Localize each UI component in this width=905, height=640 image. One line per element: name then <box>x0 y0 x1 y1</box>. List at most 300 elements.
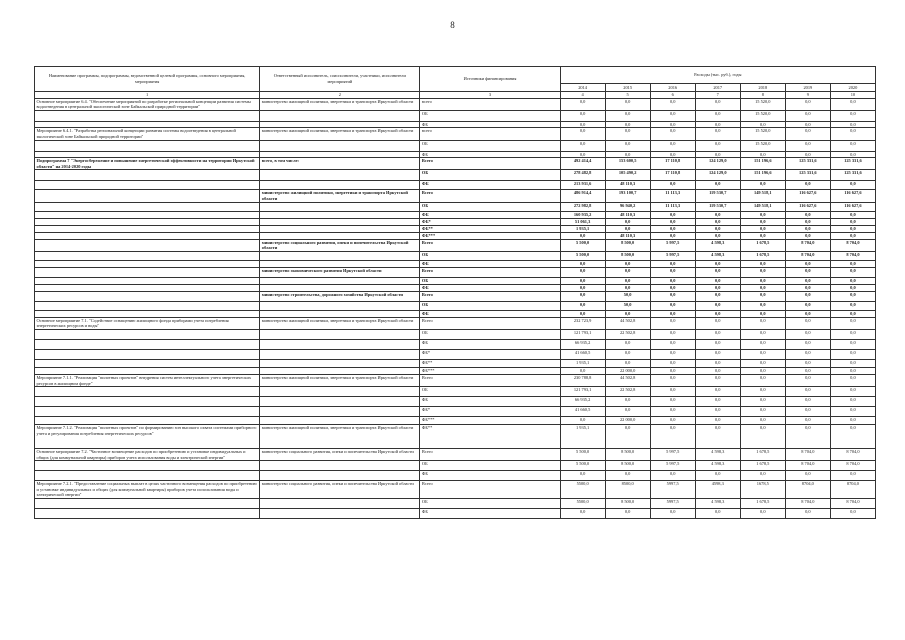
responsible-cell: министерство социального развития, опеки и попечительства Иркутской области <box>260 239 420 251</box>
expense-value-cell: 0,0 <box>740 310 785 317</box>
expense-value-cell: 0,0 <box>605 110 650 121</box>
expense-value-cell: 5 997,5 <box>650 239 695 251</box>
expense-value-cell: 8 500,0 <box>605 461 650 471</box>
expense-value-cell: 44 502,8 <box>605 374 650 386</box>
expense-value-cell: 8 704,0 <box>785 461 830 471</box>
expense-value-cell: 0,0 <box>785 417 830 425</box>
program-name-cell <box>35 218 260 225</box>
expense-value-cell: 230 788,8 <box>560 374 605 386</box>
expense-value-cell: 0,0 <box>560 277 605 284</box>
expense-value-cell: 5 500,0 <box>560 449 605 461</box>
responsible-cell <box>260 499 420 509</box>
expense-value-cell: 0,0 <box>740 267 785 277</box>
table-row <box>35 284 876 291</box>
program-name-cell <box>35 509 260 519</box>
funding-source-cell: ФБ*** <box>420 232 560 239</box>
table-row <box>35 317 876 329</box>
table-row <box>35 397 876 407</box>
expense-value-cell: 0,0 <box>605 471 650 481</box>
program-name-cell: Основное мероприятие 7.1. "Содействие оснащению жилищного фонда приборами учета потребления энергетических ресурсов и воды" <box>35 317 260 329</box>
expense-value-cell: 0,0 <box>650 218 695 225</box>
responsible-cell <box>260 260 420 267</box>
expense-value-cell: 0,0 <box>605 140 650 151</box>
expense-value-cell: 48 110,3 <box>605 181 650 190</box>
table-row <box>35 359 876 367</box>
expense-value-cell: 0,0 <box>830 211 875 218</box>
table-row <box>35 417 876 425</box>
expense-value-cell: 41 660,5 <box>560 407 605 417</box>
expense-value-cell: 125 331,6 <box>830 158 875 170</box>
funding-source-cell: ФБ <box>420 151 560 158</box>
expense-value-cell: 0,0 <box>830 471 875 481</box>
responsible-cell: министерство строительства, дорожного хозяйства Иркутской области <box>260 291 420 301</box>
expense-value-cell: 8 704,0 <box>830 251 875 260</box>
expense-value-cell: 0,0 <box>650 140 695 151</box>
funding-source-cell: ФБ <box>420 397 560 407</box>
responsible-cell <box>260 301 420 310</box>
expense-value-cell: 0,0 <box>785 349 830 359</box>
expense-value-cell: 121 793,1 <box>560 387 605 397</box>
table-row <box>35 140 876 151</box>
table-row <box>35 277 876 284</box>
expense-value-cell: 116 627,6 <box>785 190 830 202</box>
expense-value-cell: 5 997,5 <box>650 251 695 260</box>
expense-value-cell: 0,0 <box>650 329 695 339</box>
expense-value-cell: 8 500,0 <box>605 449 650 461</box>
expense-value-cell: 0,0 <box>785 374 830 386</box>
expense-value-cell: 0,0 <box>695 128 740 140</box>
program-name-cell <box>35 349 260 359</box>
expense-value-cell: 5500,0 <box>560 481 605 499</box>
table-row <box>35 301 876 310</box>
expense-value-cell: 0,0 <box>605 509 650 519</box>
expense-value-cell: 0,0 <box>785 260 830 267</box>
funding-source-cell: Всего <box>420 158 560 170</box>
expense-value-cell: 0,0 <box>605 225 650 232</box>
program-name-cell <box>35 251 260 260</box>
expense-value-cell: 8 704,0 <box>785 449 830 461</box>
expense-value-cell: 50,0 <box>605 291 650 301</box>
expense-value-cell: 0,0 <box>695 277 740 284</box>
expense-value-cell: 0,0 <box>785 387 830 397</box>
expense-value-cell: 96 940,2 <box>605 202 650 211</box>
expense-value-cell: 0,0 <box>785 128 830 140</box>
expense-value-cell: 0,0 <box>740 509 785 519</box>
funding-source-cell: ФБ*** <box>420 367 560 374</box>
expense-value-cell: 0,0 <box>650 397 695 407</box>
expense-value-cell: 0,0 <box>830 218 875 225</box>
expense-value-cell: 0,0 <box>605 339 650 349</box>
expense-value-cell: 125 331,6 <box>785 158 830 170</box>
expense-value-cell: 0,0 <box>740 471 785 481</box>
expense-value-cell: 0,0 <box>695 374 740 386</box>
expense-value-cell: 8 704,0 <box>830 239 875 251</box>
funding-source-cell: Всего <box>420 267 560 277</box>
expense-value-cell: 0,0 <box>695 98 740 110</box>
expense-value-cell: 232 723,9 <box>560 317 605 329</box>
funding-source-cell: ФБ <box>420 339 560 349</box>
expense-value-cell: 0,0 <box>695 317 740 329</box>
responsible-cell <box>260 310 420 317</box>
expense-value-cell: 0,0 <box>560 310 605 317</box>
expense-value-cell: 0,0 <box>830 121 875 128</box>
program-name-cell <box>35 151 260 158</box>
program-name-cell <box>35 387 260 397</box>
funding-source-cell: ОБ <box>420 499 560 509</box>
expense-value-cell: 0,0 <box>695 417 740 425</box>
table-row <box>35 449 876 461</box>
expense-value-cell: 0,0 <box>785 98 830 110</box>
expense-value-cell: 0,0 <box>695 291 740 301</box>
funding-source-cell: Всего <box>420 449 560 461</box>
expense-value-cell: 0,0 <box>650 232 695 239</box>
expense-value-cell: 0,0 <box>605 151 650 158</box>
funding-source-cell: ФБ <box>420 260 560 267</box>
expense-value-cell: 0,0 <box>695 310 740 317</box>
funding-source-cell: ФБ** <box>420 425 560 449</box>
funding-source-cell: Всего <box>420 374 560 386</box>
header-column-number: 7 <box>695 92 740 99</box>
expense-value-cell: 0,0 <box>695 339 740 349</box>
header-column-number: 2 <box>260 92 420 99</box>
expense-value-cell: 0,0 <box>650 128 695 140</box>
expense-value-cell: 0,0 <box>560 128 605 140</box>
expense-value-cell: 4 598,3 <box>695 499 740 509</box>
responsible-cell <box>260 181 420 190</box>
expense-value-cell: 0,0 <box>560 301 605 310</box>
expense-value-cell: 0,0 <box>605 267 650 277</box>
header-year: 2020 <box>830 84 875 92</box>
expense-value-cell: 0,0 <box>605 128 650 140</box>
header-year: 2014 <box>560 84 605 92</box>
funding-source-cell: ФБ <box>420 509 560 519</box>
expense-value-cell: 0,0 <box>740 359 785 367</box>
expense-value-cell: 0,0 <box>560 151 605 158</box>
table-row <box>35 202 876 211</box>
table-row <box>35 151 876 158</box>
header-year: 2016 <box>650 84 695 92</box>
expense-value-cell: 0,0 <box>785 317 830 329</box>
expense-value-cell: 1 678,5 <box>740 239 785 251</box>
expense-value-cell: 0,0 <box>785 181 830 190</box>
expense-value-cell: 41 660,5 <box>560 349 605 359</box>
expense-value-cell: 0,0 <box>560 140 605 151</box>
expense-value-cell: 17 110,8 <box>650 170 695 181</box>
expense-value-cell: 15 520,0 <box>740 110 785 121</box>
expense-value-cell: 0,0 <box>560 98 605 110</box>
expense-value-cell: 0,0 <box>605 359 650 367</box>
page-number: 8 <box>450 20 455 30</box>
expense-value-cell: 105 490,2 <box>605 170 650 181</box>
program-name-cell: Основное мероприятие 7.2. "Частичное возмещение расходов по приобретению и установке индивидуальных и общих (для коммунальной квартиры) приборов учета использования воды и электрической энергии" <box>35 449 260 461</box>
expense-value-cell: 0,0 <box>605 310 650 317</box>
responsible-cell <box>260 151 420 158</box>
expense-value-cell: 0,0 <box>695 471 740 481</box>
table-row <box>35 98 876 110</box>
expense-value-cell: 0,0 <box>830 260 875 267</box>
expense-value-cell: 486 914,4 <box>560 190 605 202</box>
header-responsible: Ответственный исполнитель, соисполнители, участники, исполнители мероприятий <box>260 67 420 92</box>
expense-value-cell: 66 935,2 <box>560 339 605 349</box>
funding-source-cell: Всего <box>420 481 560 499</box>
expense-value-cell: 0,0 <box>785 397 830 407</box>
responsible-cell <box>260 218 420 225</box>
program-name-cell <box>35 190 260 202</box>
expense-value-cell: 0,0 <box>605 98 650 110</box>
funding-source-cell: ОБ <box>420 170 560 181</box>
funding-source-cell: ФБ <box>420 211 560 218</box>
expense-value-cell: 0,0 <box>740 211 785 218</box>
table-row <box>35 251 876 260</box>
expense-value-cell: 0,0 <box>830 387 875 397</box>
header-column-number: 9 <box>785 92 830 99</box>
expense-value-cell: 0,0 <box>560 121 605 128</box>
expense-value-cell: 0,0 <box>785 509 830 519</box>
funding-source-cell: ФБ** <box>420 359 560 367</box>
table-row <box>35 349 876 359</box>
expense-value-cell: 0,0 <box>740 291 785 301</box>
expense-value-cell: 0,0 <box>650 417 695 425</box>
expense-value-cell: 0,0 <box>695 151 740 158</box>
expense-value-cell: 0,0 <box>785 277 830 284</box>
responsible-cell: министерство жилищной политики, энергетики и транспорта Иркутской области <box>260 374 420 386</box>
table-row <box>35 260 876 267</box>
program-name-cell: Мероприятие 7.1.2. "Реализация "пилотных проектов" по формированию зон высокого охвата системами приборного учета и регулирования потребления энергетических ресурсов" <box>35 425 260 449</box>
expense-value-cell: 0,0 <box>740 284 785 291</box>
expense-value-cell: 0,0 <box>650 317 695 329</box>
expense-value-cell: 0,0 <box>605 425 650 449</box>
table-row <box>35 481 876 499</box>
expense-value-cell: 0,0 <box>830 317 875 329</box>
expense-value-cell: 66 935,2 <box>560 397 605 407</box>
program-name-cell <box>35 397 260 407</box>
expense-value-cell: 0,0 <box>560 232 605 239</box>
expense-value-cell: 51 061,3 <box>560 218 605 225</box>
expense-value-cell: 15 520,0 <box>740 128 785 140</box>
header-column-number: 5 <box>605 92 650 99</box>
funding-source-cell: ОБ <box>420 140 560 151</box>
expense-value-cell: 0,0 <box>830 425 875 449</box>
expense-value-cell: 0,0 <box>650 98 695 110</box>
expense-value-cell: 119 530,7 <box>695 190 740 202</box>
program-name-cell <box>35 329 260 339</box>
expense-value-cell: 0,0 <box>650 260 695 267</box>
expense-value-cell: 0,0 <box>830 310 875 317</box>
responsible-cell <box>260 110 420 121</box>
table-row <box>35 239 876 251</box>
expense-value-cell: 0,0 <box>830 110 875 121</box>
expense-value-cell: 121 793,1 <box>560 329 605 339</box>
expense-value-cell: 0,0 <box>650 387 695 397</box>
program-name-cell <box>35 301 260 310</box>
expense-value-cell: 0,0 <box>605 397 650 407</box>
responsible-cell <box>260 211 420 218</box>
program-name-cell <box>35 291 260 301</box>
expense-value-cell: 8 500,0 <box>605 499 650 509</box>
expense-value-cell: 0,0 <box>560 367 605 374</box>
table-row <box>35 407 876 417</box>
expense-value-cell: 0,0 <box>695 407 740 417</box>
expense-value-cell: 0,0 <box>830 359 875 367</box>
program-name-cell <box>35 284 260 291</box>
program-name-cell <box>35 260 260 267</box>
expense-value-cell: 0,0 <box>785 232 830 239</box>
expense-value-cell: 0,0 <box>695 211 740 218</box>
expense-value-cell: 0,0 <box>740 387 785 397</box>
funding-source-cell: Всего <box>420 317 560 329</box>
table-row <box>35 310 876 317</box>
expense-value-cell: 0,0 <box>650 359 695 367</box>
program-name-cell: Основное мероприятие 6.4. "Обеспечение мероприятий по разработке региональной концепции развития системы водоотведения в центральной экологической зоне Байкальской природной территории" <box>35 98 260 110</box>
expense-value-cell: 0,0 <box>830 374 875 386</box>
expense-value-cell: 0,0 <box>605 284 650 291</box>
expense-value-cell: 0,0 <box>830 232 875 239</box>
expense-value-cell: 0,0 <box>830 181 875 190</box>
expense-value-cell: 22 502,8 <box>605 387 650 397</box>
expense-value-cell: 1 935,1 <box>560 425 605 449</box>
expense-value-cell: 116 627,6 <box>830 190 875 202</box>
expense-value-cell: 0,0 <box>830 225 875 232</box>
expense-value-cell: 0,0 <box>605 121 650 128</box>
table-row <box>35 509 876 519</box>
responsible-cell: министерство жилищной политики, энергетики и транспорта Иркутской области <box>260 128 420 140</box>
program-name-cell <box>35 181 260 190</box>
funding-source-cell: ОБ <box>420 251 560 260</box>
responsible-cell <box>260 461 420 471</box>
funding-source-cell: ФБ <box>420 471 560 481</box>
responsible-cell <box>260 387 420 397</box>
expense-value-cell: 0,0 <box>740 232 785 239</box>
responsible-cell <box>260 170 420 181</box>
program-name-cell <box>35 267 260 277</box>
funding-source-cell: ФБ*** <box>420 417 560 425</box>
expense-value-cell: 0,0 <box>650 151 695 158</box>
responsible-cell <box>260 349 420 359</box>
expense-value-cell: 0,0 <box>560 267 605 277</box>
funding-source-cell: ОБ <box>420 202 560 211</box>
table-row <box>35 425 876 449</box>
expense-value-cell: 0,0 <box>785 407 830 417</box>
expense-value-cell: 0,0 <box>740 349 785 359</box>
expense-value-cell: 0,0 <box>830 291 875 301</box>
expense-value-cell: 1 678,5 <box>740 499 785 509</box>
program-name-cell <box>35 211 260 218</box>
expense-value-cell: 22 502,8 <box>605 329 650 339</box>
expense-value-cell: 0,0 <box>650 225 695 232</box>
expense-value-cell: 0,0 <box>830 329 875 339</box>
funding-source-cell: ОБ <box>420 110 560 121</box>
expense-value-cell: 5500,0 <box>560 499 605 509</box>
expense-value-cell: 8 704,0 <box>830 499 875 509</box>
expense-value-cell: 0,0 <box>560 471 605 481</box>
expense-value-cell: 0,0 <box>650 301 695 310</box>
expense-value-cell: 0,0 <box>785 301 830 310</box>
program-name-cell <box>35 239 260 251</box>
responsible-cell: министерство экономического развития Иркутской области <box>260 267 420 277</box>
expense-value-cell: 0,0 <box>605 349 650 359</box>
table-row <box>35 339 876 349</box>
expense-value-cell: 160 935,2 <box>560 211 605 218</box>
header-funding-source: Источники финансирования <box>420 67 560 92</box>
program-name-cell: Подпрограмма 7 "Энергосбережение и повышение энергетической эффективности на территории Иркутской области" на 2014-2020 годы <box>35 158 260 170</box>
program-name-cell <box>35 277 260 284</box>
responsible-cell <box>260 251 420 260</box>
expense-value-cell: 0,0 <box>740 374 785 386</box>
expense-value-cell: 0,0 <box>830 397 875 407</box>
expense-value-cell: 0,0 <box>650 121 695 128</box>
expense-value-cell: 4598,3 <box>695 481 740 499</box>
expense-value-cell: 0,0 <box>605 407 650 417</box>
expense-value-cell: 0,0 <box>695 110 740 121</box>
responsible-cell <box>260 329 420 339</box>
expense-value-cell: 0,0 <box>785 359 830 367</box>
expense-value-cell: 1678,5 <box>740 481 785 499</box>
expense-value-cell: 492 414,4 <box>560 158 605 170</box>
responsible-cell <box>260 140 420 151</box>
expense-value-cell: 1 678,5 <box>740 251 785 260</box>
funding-source-cell: Всего <box>420 190 560 202</box>
expense-value-cell: 4 598,3 <box>695 239 740 251</box>
expense-value-cell: 0,0 <box>785 151 830 158</box>
table-row <box>35 291 876 301</box>
funding-source-cell: ОБ <box>420 387 560 397</box>
expense-value-cell: 116 627,6 <box>830 202 875 211</box>
program-name-cell <box>35 339 260 349</box>
expense-value-cell: 0,0 <box>830 407 875 417</box>
table-row <box>35 461 876 471</box>
program-name-cell <box>35 170 260 181</box>
expense-value-cell: 0,0 <box>785 218 830 225</box>
expense-value-cell: 5997,5 <box>650 481 695 499</box>
expense-value-cell: 0,0 <box>695 121 740 128</box>
responsible-cell: министерство жилищной политики, энергетики и транспорта Иркутской области <box>260 98 420 110</box>
expense-value-cell: 193 100,7 <box>605 190 650 202</box>
header-year: 2019 <box>785 84 830 92</box>
expense-value-cell: 0,0 <box>740 425 785 449</box>
expense-value-cell: 0,0 <box>650 211 695 218</box>
expense-value-cell: 8 704,0 <box>830 449 875 461</box>
expense-value-cell: 0,0 <box>650 339 695 349</box>
table-row <box>35 267 876 277</box>
table-row <box>35 367 876 374</box>
expense-value-cell: 0,0 <box>830 509 875 519</box>
table-row <box>35 110 876 121</box>
expense-value-cell: 0,0 <box>650 284 695 291</box>
expense-value-cell: 0,0 <box>650 471 695 481</box>
program-name-cell <box>35 367 260 374</box>
expense-value-cell: 0,0 <box>740 397 785 407</box>
expense-value-cell: 1 678,5 <box>740 461 785 471</box>
expense-value-cell: 0,0 <box>695 181 740 190</box>
expense-value-cell: 17 110,8 <box>650 158 695 170</box>
expense-value-cell: 0,0 <box>830 128 875 140</box>
expense-value-cell: 8704,0 <box>830 481 875 499</box>
expense-value-cell: 5 997,5 <box>650 461 695 471</box>
expense-value-cell: 0,0 <box>695 359 740 367</box>
expense-value-cell: 0,0 <box>560 260 605 267</box>
funding-source-cell: Всего <box>420 291 560 301</box>
header-column-number: 3 <box>420 92 560 99</box>
funding-source-cell: ОБ <box>420 461 560 471</box>
expense-value-cell: 0,0 <box>740 225 785 232</box>
expense-value-cell: 0,0 <box>650 181 695 190</box>
responsible-cell <box>260 202 420 211</box>
program-name-cell <box>35 225 260 232</box>
expense-value-cell: 0,0 <box>650 374 695 386</box>
expense-value-cell: 0,0 <box>740 367 785 374</box>
header-column-number: 1 <box>35 92 260 99</box>
expense-value-cell: 272 982,8 <box>560 202 605 211</box>
